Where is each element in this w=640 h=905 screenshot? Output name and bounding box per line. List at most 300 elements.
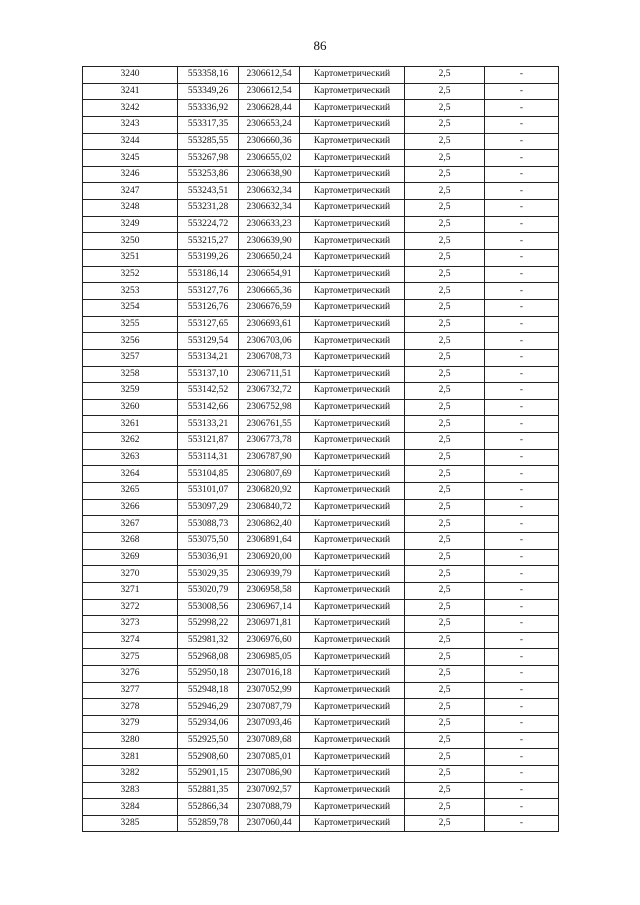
- method-cell: Картометрический: [300, 715, 405, 732]
- accuracy-cell: 2,5: [405, 799, 485, 816]
- y-coordinate-cell: 2307086,90: [239, 765, 300, 782]
- x-coordinate-cell: 553008,56: [178, 599, 239, 616]
- method-cell: Картометрический: [300, 616, 405, 633]
- table-row: [83, 649, 559, 666]
- table-row: [83, 250, 559, 267]
- note-cell: -: [485, 449, 559, 466]
- note-cell: -: [485, 299, 559, 316]
- y-coordinate-cell: 2306628,44: [239, 100, 300, 117]
- note-cell: -: [485, 632, 559, 649]
- table-row: [83, 116, 559, 133]
- y-coordinate-cell: 2307088,79: [239, 799, 300, 816]
- point-number-cell: 3261: [83, 416, 178, 433]
- y-coordinate-cell: 2306665,36: [239, 283, 300, 300]
- y-coordinate-cell: 2307060,44: [239, 815, 300, 832]
- method-cell: Картометрический: [300, 166, 405, 183]
- point-number-cell: 3253: [83, 283, 178, 300]
- table-row: [83, 483, 559, 500]
- y-coordinate-cell: 2306711,51: [239, 366, 300, 383]
- accuracy-cell: 2,5: [405, 466, 485, 483]
- note-cell: -: [485, 250, 559, 267]
- accuracy-cell: 2,5: [405, 433, 485, 450]
- method-cell: Картометрический: [300, 299, 405, 316]
- note-cell: -: [485, 216, 559, 233]
- method-cell: Картометрический: [300, 483, 405, 500]
- accuracy-cell: 2,5: [405, 666, 485, 683]
- accuracy-cell: 2,5: [405, 150, 485, 167]
- method-cell: Картометрический: [300, 699, 405, 716]
- x-coordinate-cell: 553243,51: [178, 183, 239, 200]
- method-cell: Картометрический: [300, 666, 405, 683]
- point-number-cell: 3273: [83, 616, 178, 633]
- x-coordinate-cell: 553114,31: [178, 449, 239, 466]
- note-cell: -: [485, 183, 559, 200]
- method-cell: Картометрический: [300, 549, 405, 566]
- method-cell: Картометрический: [300, 682, 405, 699]
- y-coordinate-cell: 2306985,05: [239, 649, 300, 666]
- y-coordinate-cell: 2306632,34: [239, 200, 300, 217]
- method-cell: Картометрический: [300, 116, 405, 133]
- accuracy-cell: 2,5: [405, 299, 485, 316]
- method-cell: Картометрический: [300, 100, 405, 117]
- method-cell: Картометрический: [300, 632, 405, 649]
- table-row: [83, 166, 559, 183]
- note-cell: -: [485, 349, 559, 366]
- table-row: [83, 632, 559, 649]
- accuracy-cell: 2,5: [405, 200, 485, 217]
- x-coordinate-cell: 552881,35: [178, 782, 239, 799]
- x-coordinate-cell: 552901,15: [178, 765, 239, 782]
- point-number-cell: 3240: [83, 67, 178, 84]
- table-row: [83, 799, 559, 816]
- note-cell: -: [485, 433, 559, 450]
- x-coordinate-cell: 553036,91: [178, 549, 239, 566]
- table-row: [83, 782, 559, 799]
- note-cell: -: [485, 532, 559, 549]
- note-cell: -: [485, 516, 559, 533]
- x-coordinate-cell: 552859,78: [178, 815, 239, 832]
- method-cell: Картометрический: [300, 582, 405, 599]
- y-coordinate-cell: 2306976,60: [239, 632, 300, 649]
- x-coordinate-cell: 552998,22: [178, 616, 239, 633]
- point-number-cell: 3277: [83, 682, 178, 699]
- point-number-cell: 3249: [83, 216, 178, 233]
- accuracy-cell: 2,5: [405, 266, 485, 283]
- accuracy-cell: 2,5: [405, 765, 485, 782]
- method-cell: Картометрический: [300, 433, 405, 450]
- page-number: 86: [313, 38, 327, 53]
- y-coordinate-cell: 2306639,90: [239, 233, 300, 250]
- x-coordinate-cell: 552948,18: [178, 682, 239, 699]
- accuracy-cell: 2,5: [405, 83, 485, 100]
- table-row: [83, 582, 559, 599]
- x-coordinate-cell: 553285,55: [178, 133, 239, 150]
- point-number-cell: 3248: [83, 200, 178, 217]
- method-cell: Картометрический: [300, 466, 405, 483]
- table-row: [83, 366, 559, 383]
- y-coordinate-cell: 2306971,81: [239, 616, 300, 633]
- x-coordinate-cell: 552908,60: [178, 749, 239, 766]
- x-coordinate-cell: 553020,79: [178, 582, 239, 599]
- point-number-cell: 3282: [83, 765, 178, 782]
- y-coordinate-cell: 2306820,92: [239, 483, 300, 500]
- note-cell: -: [485, 582, 559, 599]
- method-cell: Картометрический: [300, 499, 405, 516]
- note-cell: -: [485, 416, 559, 433]
- table-row: [83, 133, 559, 150]
- point-number-cell: 3268: [83, 532, 178, 549]
- point-number-cell: 3267: [83, 516, 178, 533]
- note-cell: -: [485, 266, 559, 283]
- note-cell: -: [485, 549, 559, 566]
- method-cell: Картометрический: [300, 566, 405, 583]
- point-number-cell: 3251: [83, 250, 178, 267]
- point-number-cell: 3263: [83, 449, 178, 466]
- point-number-cell: 3264: [83, 466, 178, 483]
- y-coordinate-cell: 2307093,46: [239, 715, 300, 732]
- x-coordinate-cell: 553224,72: [178, 216, 239, 233]
- y-coordinate-cell: 2306732,72: [239, 383, 300, 400]
- table-row: [83, 433, 559, 450]
- method-cell: Картометрический: [300, 649, 405, 666]
- point-number-cell: 3283: [83, 782, 178, 799]
- point-number-cell: 3259: [83, 383, 178, 400]
- x-coordinate-cell: 552866,34: [178, 799, 239, 816]
- y-coordinate-cell: 2306693,61: [239, 316, 300, 333]
- note-cell: -: [485, 67, 559, 84]
- y-coordinate-cell: 2306787,90: [239, 449, 300, 466]
- point-number-cell: 3272: [83, 599, 178, 616]
- accuracy-cell: 2,5: [405, 715, 485, 732]
- note-cell: -: [485, 366, 559, 383]
- y-coordinate-cell: 2306761,55: [239, 416, 300, 433]
- point-number-cell: 3252: [83, 266, 178, 283]
- point-number-cell: 3245: [83, 150, 178, 167]
- y-coordinate-cell: 2306654,91: [239, 266, 300, 283]
- accuracy-cell: 2,5: [405, 366, 485, 383]
- method-cell: Картометрический: [300, 765, 405, 782]
- y-coordinate-cell: 2306967,14: [239, 599, 300, 616]
- table-row: [83, 599, 559, 616]
- note-cell: -: [485, 666, 559, 683]
- note-cell: -: [485, 649, 559, 666]
- point-number-cell: 3260: [83, 399, 178, 416]
- note-cell: -: [485, 749, 559, 766]
- accuracy-cell: 2,5: [405, 549, 485, 566]
- table-row: [83, 233, 559, 250]
- table-row: [83, 100, 559, 117]
- note-cell: -: [485, 483, 559, 500]
- note-cell: -: [485, 782, 559, 799]
- method-cell: Картометрический: [300, 799, 405, 816]
- table-row: [83, 715, 559, 732]
- point-number-cell: 3256: [83, 333, 178, 350]
- point-number-cell: 3275: [83, 649, 178, 666]
- table-row: [83, 749, 559, 766]
- method-cell: Картометрический: [300, 383, 405, 400]
- accuracy-cell: 2,5: [405, 582, 485, 599]
- point-number-cell: 3247: [83, 183, 178, 200]
- x-coordinate-cell: 553075,50: [178, 532, 239, 549]
- table-row: [83, 383, 559, 400]
- method-cell: Картометрический: [300, 782, 405, 799]
- note-cell: -: [485, 233, 559, 250]
- y-coordinate-cell: 2307087,79: [239, 699, 300, 716]
- point-number-cell: 3280: [83, 732, 178, 749]
- x-coordinate-cell: 553129,54: [178, 333, 239, 350]
- x-coordinate-cell: 553267,98: [178, 150, 239, 167]
- table-row: [83, 399, 559, 416]
- y-coordinate-cell: 2306653,24: [239, 116, 300, 133]
- note-cell: -: [485, 333, 559, 350]
- accuracy-cell: 2,5: [405, 316, 485, 333]
- note-cell: -: [485, 83, 559, 100]
- note-cell: -: [485, 715, 559, 732]
- note-cell: -: [485, 799, 559, 816]
- method-cell: Картометрический: [300, 815, 405, 832]
- method-cell: Картометрический: [300, 732, 405, 749]
- table-row: [83, 466, 559, 483]
- table-row: [83, 666, 559, 683]
- table-row: [83, 815, 559, 832]
- table-row: [83, 566, 559, 583]
- accuracy-cell: 2,5: [405, 649, 485, 666]
- y-coordinate-cell: 2306920,00: [239, 549, 300, 566]
- accuracy-cell: 2,5: [405, 116, 485, 133]
- table-row: [83, 682, 559, 699]
- table-row: [83, 67, 559, 84]
- note-cell: -: [485, 200, 559, 217]
- table-row: [83, 532, 559, 549]
- point-number-cell: 3284: [83, 799, 178, 816]
- y-coordinate-cell: 2306703,06: [239, 333, 300, 350]
- x-coordinate-cell: 553127,65: [178, 316, 239, 333]
- point-number-cell: 3270: [83, 566, 178, 583]
- table-row: [83, 183, 559, 200]
- x-coordinate-cell: 553097,29: [178, 499, 239, 516]
- accuracy-cell: 2,5: [405, 133, 485, 150]
- table-row: [83, 449, 559, 466]
- x-coordinate-cell: 552934,06: [178, 715, 239, 732]
- accuracy-cell: 2,5: [405, 782, 485, 799]
- method-cell: Картометрический: [300, 133, 405, 150]
- accuracy-cell: 2,5: [405, 732, 485, 749]
- x-coordinate-cell: 552925,50: [178, 732, 239, 749]
- table-row: [83, 732, 559, 749]
- y-coordinate-cell: 2307089,68: [239, 732, 300, 749]
- x-coordinate-cell: 553231,28: [178, 200, 239, 217]
- y-coordinate-cell: 2307092,57: [239, 782, 300, 799]
- accuracy-cell: 2,5: [405, 183, 485, 200]
- point-number-cell: 3276: [83, 666, 178, 683]
- method-cell: Картометрический: [300, 83, 405, 100]
- accuracy-cell: 2,5: [405, 449, 485, 466]
- y-coordinate-cell: 2306638,90: [239, 166, 300, 183]
- x-coordinate-cell: 553134,21: [178, 349, 239, 366]
- note-cell: -: [485, 765, 559, 782]
- note-cell: -: [485, 499, 559, 516]
- point-number-cell: 3279: [83, 715, 178, 732]
- method-cell: Картометрический: [300, 150, 405, 167]
- y-coordinate-cell: 2306939,79: [239, 566, 300, 583]
- accuracy-cell: 2,5: [405, 483, 485, 500]
- accuracy-cell: 2,5: [405, 416, 485, 433]
- point-number-cell: 3250: [83, 233, 178, 250]
- y-coordinate-cell: 2307052,99: [239, 682, 300, 699]
- method-cell: Картометрический: [300, 399, 405, 416]
- method-cell: Картометрический: [300, 749, 405, 766]
- point-number-cell: 3243: [83, 116, 178, 133]
- method-cell: Картометрический: [300, 67, 405, 84]
- note-cell: -: [485, 316, 559, 333]
- x-coordinate-cell: 553215,27: [178, 233, 239, 250]
- method-cell: Картометрический: [300, 599, 405, 616]
- table-row: [83, 316, 559, 333]
- method-cell: Картометрический: [300, 250, 405, 267]
- x-coordinate-cell: 553336,92: [178, 100, 239, 117]
- note-cell: -: [485, 166, 559, 183]
- table-row: [83, 416, 559, 433]
- note-cell: -: [485, 150, 559, 167]
- note-cell: -: [485, 116, 559, 133]
- note-cell: -: [485, 399, 559, 416]
- accuracy-cell: 2,5: [405, 599, 485, 616]
- table-row: [83, 699, 559, 716]
- x-coordinate-cell: 553317,35: [178, 116, 239, 133]
- y-coordinate-cell: 2307016,18: [239, 666, 300, 683]
- note-cell: -: [485, 599, 559, 616]
- method-cell: Картометрический: [300, 316, 405, 333]
- method-cell: Картометрический: [300, 333, 405, 350]
- table-row: [83, 499, 559, 516]
- note-cell: -: [485, 566, 559, 583]
- table-row: [83, 283, 559, 300]
- point-number-cell: 3262: [83, 433, 178, 450]
- method-cell: Картометрический: [300, 516, 405, 533]
- x-coordinate-cell: 553253,86: [178, 166, 239, 183]
- accuracy-cell: 2,5: [405, 333, 485, 350]
- accuracy-cell: 2,5: [405, 616, 485, 633]
- table-row: [83, 266, 559, 283]
- note-cell: -: [485, 815, 559, 832]
- y-coordinate-cell: 2306660,36: [239, 133, 300, 150]
- point-number-cell: 3244: [83, 133, 178, 150]
- table-row: [83, 200, 559, 217]
- method-cell: Картометрический: [300, 200, 405, 217]
- accuracy-cell: 2,5: [405, 283, 485, 300]
- coordinates-table: [82, 66, 559, 832]
- table-row: [83, 765, 559, 782]
- accuracy-cell: 2,5: [405, 699, 485, 716]
- table-row: [83, 299, 559, 316]
- note-cell: -: [485, 133, 559, 150]
- note-cell: -: [485, 682, 559, 699]
- x-coordinate-cell: 553186,14: [178, 266, 239, 283]
- point-number-cell: 3285: [83, 815, 178, 832]
- accuracy-cell: 2,5: [405, 749, 485, 766]
- point-number-cell: 3254: [83, 299, 178, 316]
- y-coordinate-cell: 2306807,69: [239, 466, 300, 483]
- accuracy-cell: 2,5: [405, 100, 485, 117]
- x-coordinate-cell: 553126,76: [178, 299, 239, 316]
- y-coordinate-cell: 2306632,34: [239, 183, 300, 200]
- table-row: [83, 616, 559, 633]
- accuracy-cell: 2,5: [405, 682, 485, 699]
- accuracy-cell: 2,5: [405, 399, 485, 416]
- y-coordinate-cell: 2306633,23: [239, 216, 300, 233]
- x-coordinate-cell: 553029,35: [178, 566, 239, 583]
- y-coordinate-cell: 2306612,54: [239, 67, 300, 84]
- accuracy-cell: 2,5: [405, 383, 485, 400]
- point-number-cell: 3257: [83, 349, 178, 366]
- method-cell: Картометрический: [300, 349, 405, 366]
- y-coordinate-cell: 2306958,58: [239, 582, 300, 599]
- y-coordinate-cell: 2306773,78: [239, 433, 300, 450]
- y-coordinate-cell: 2306891,64: [239, 532, 300, 549]
- method-cell: Картометрический: [300, 449, 405, 466]
- table-row: [83, 150, 559, 167]
- x-coordinate-cell: 553349,26: [178, 83, 239, 100]
- method-cell: Картометрический: [300, 266, 405, 283]
- table-row: [83, 349, 559, 366]
- point-number-cell: 3242: [83, 100, 178, 117]
- point-number-cell: 3278: [83, 699, 178, 716]
- accuracy-cell: 2,5: [405, 67, 485, 84]
- point-number-cell: 3271: [83, 582, 178, 599]
- x-coordinate-cell: 553142,52: [178, 383, 239, 400]
- y-coordinate-cell: 2306840,72: [239, 499, 300, 516]
- x-coordinate-cell: 553127,76: [178, 283, 239, 300]
- x-coordinate-cell: 552946,29: [178, 699, 239, 716]
- point-number-cell: 3265: [83, 483, 178, 500]
- note-cell: -: [485, 732, 559, 749]
- y-coordinate-cell: 2306650,24: [239, 250, 300, 267]
- accuracy-cell: 2,5: [405, 499, 485, 516]
- accuracy-cell: 2,5: [405, 532, 485, 549]
- x-coordinate-cell: 553142,66: [178, 399, 239, 416]
- accuracy-cell: 2,5: [405, 233, 485, 250]
- point-number-cell: 3241: [83, 83, 178, 100]
- method-cell: Картометрический: [300, 283, 405, 300]
- method-cell: Картометрический: [300, 183, 405, 200]
- table-row: [83, 333, 559, 350]
- accuracy-cell: 2,5: [405, 516, 485, 533]
- note-cell: -: [485, 699, 559, 716]
- table-row: [83, 516, 559, 533]
- table-row: [83, 549, 559, 566]
- x-coordinate-cell: 553088,73: [178, 516, 239, 533]
- method-cell: Картометрический: [300, 416, 405, 433]
- method-cell: Картометрический: [300, 532, 405, 549]
- x-coordinate-cell: 553137,10: [178, 366, 239, 383]
- accuracy-cell: 2,5: [405, 166, 485, 183]
- point-number-cell: 3274: [83, 632, 178, 649]
- y-coordinate-cell: 2306862,40: [239, 516, 300, 533]
- table-row: [83, 83, 559, 100]
- accuracy-cell: 2,5: [405, 216, 485, 233]
- x-coordinate-cell: 552981,32: [178, 632, 239, 649]
- x-coordinate-cell: 553133,21: [178, 416, 239, 433]
- point-number-cell: 3266: [83, 499, 178, 516]
- accuracy-cell: 2,5: [405, 815, 485, 832]
- point-number-cell: 3255: [83, 316, 178, 333]
- accuracy-cell: 2,5: [405, 566, 485, 583]
- note-cell: -: [485, 383, 559, 400]
- point-number-cell: 3281: [83, 749, 178, 766]
- note-cell: -: [485, 283, 559, 300]
- y-coordinate-cell: 2306708,73: [239, 349, 300, 366]
- x-coordinate-cell: 553101,07: [178, 483, 239, 500]
